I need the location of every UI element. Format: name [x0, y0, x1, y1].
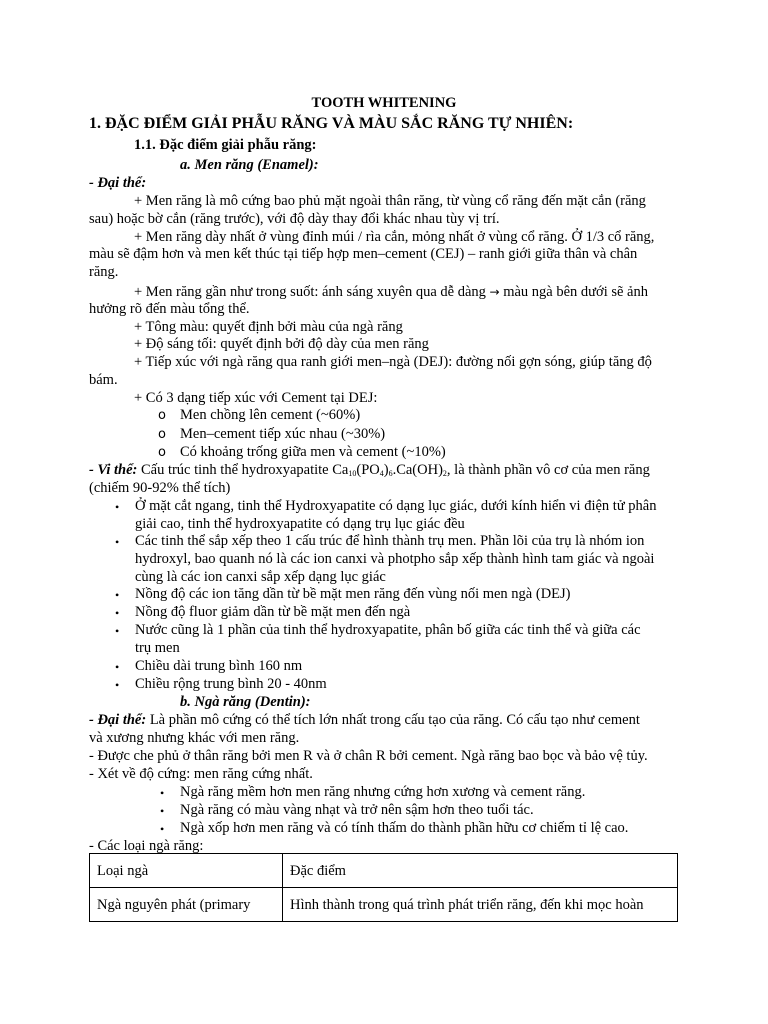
bullet-icon: •: [160, 804, 165, 818]
dentin-line-4: - Xét về độ cứng: men răng cứng nhất.: [89, 766, 313, 782]
bullet-icon: •: [115, 678, 120, 692]
table-header-cell: Loại ngà: [90, 854, 283, 888]
cement-list-item: Men–cement tiếp xúc nhau (~30%): [180, 426, 386, 442]
table-header-row: [90, 854, 678, 888]
formula-part: Cấu trúc tinh thể hydroxyapatite Ca: [137, 462, 349, 478]
circle-bullet-icon: o: [158, 427, 166, 442]
enamel-para-4: + Tông màu: quyết định bởi màu của ngà răng: [134, 319, 403, 335]
bullet-icon: •: [115, 500, 120, 514]
enamel-bullet-2-line-2: hydroxyl, bao quanh nó là các ion canxi và photpho sắp xếp thành hình tam giác và ngoài: [135, 551, 655, 567]
bullet-icon: •: [115, 606, 120, 620]
enamel-bullet-5-line-1: Nước cũng là 1 phần của tinh thể hydroxyapatite, phân bố giữa các tinh thể và giữa các: [135, 622, 641, 638]
dentin-hardness-item: Ngà xốp hơn men răng và có tính thấm do thành phần hữu cơ chiếm tỉ lệ cao.: [180, 820, 629, 836]
section-heading-1-1: 1.1. Đặc điểm giải phẫu răng:: [134, 137, 317, 153]
enamel-micro-label: - Vi thể:: [89, 462, 138, 478]
table-cell: Ngà nguyên phát (primary: [90, 888, 283, 922]
dentin-line-3: - Được che phủ ở thân răng bởi men R và ở chân R bởi cement. Ngà răng bao bọc và bảo vệ tủy.: [89, 748, 648, 764]
enamel-bullet-1-line-2: giải cao, tinh thể hydroxyapatite có dạng trụ lục giác đều: [135, 516, 465, 532]
enamel-para-5: + Độ sáng tối: quyết định bởi độ dày của men răng: [134, 336, 429, 352]
enamel-para-7: + Có 3 dạng tiếp xúc với Cement tại DEJ:: [134, 390, 378, 406]
enamel-para-6-line-1: + Tiếp xúc với ngà răng qua ranh giới men–ngà (DEJ): đường nối gợn sóng, giúp tăng độ: [134, 354, 652, 370]
bullet-icon: •: [115, 535, 120, 549]
arrow-right-icon: →: [489, 285, 500, 299]
cement-list-item: Có khoảng trống giữa men và cement (~10%): [180, 444, 446, 460]
enamel-para-1-line-2: sau) hoặc bờ cắn (răng trước), với độ dày thay đổi khác nhau tùy vị trí.: [89, 211, 500, 227]
enamel-bullet-2-line-3: cùng là các ion canxi sắp xếp dạng lục giác: [135, 569, 386, 585]
enamel-para-3-text-a: + Men răng gần như trong suốt: ánh sáng xuyên qua dễ dàng: [134, 284, 486, 300]
enamel-bullet-4: Nồng độ fluor giảm dần từ bề mặt men đến ngà: [135, 604, 411, 620]
table-cell: Hình thành trong quá trình phát triển răng, đến khi mọc hoàn: [283, 888, 678, 922]
document-title: TOOTH WHITENING: [311, 95, 457, 111]
enamel-para-3-line-2: hưởng rõ đến màu tổng thể.: [89, 301, 250, 317]
bullet-icon: •: [115, 588, 120, 602]
bullet-icon: •: [115, 660, 120, 674]
dentin-line-2: và xương nhưng khác với men răng.: [89, 730, 300, 746]
cement-list-item: Men chồng lên cement (~60%): [180, 407, 361, 423]
formula-subscript: 10: [348, 469, 357, 478]
dentin-hardness-item: Ngà răng mềm hơn men răng nhưng cứng hơn xương và cement răng.: [180, 784, 586, 800]
formula-subscript: 6: [388, 469, 393, 478]
dentin-types-table: [89, 853, 678, 922]
formula-subscript: 4: [379, 469, 384, 478]
table-header-cell: Đặc điểm: [283, 854, 678, 888]
formula-subscript: 2: [442, 469, 447, 478]
enamel-para-6-line-2: bám.: [89, 372, 118, 388]
dentin-macro-label: - Đại thể:: [89, 712, 147, 728]
enamel-para-1-line-1: + Men răng là mô cứng bao phủ mặt ngoài thân răng, từ vùng cổ răng đến mặt cắn (răng: [134, 193, 646, 209]
subsection-heading-enamel: a. Men răng (Enamel):: [180, 157, 319, 173]
enamel-bullet-2-line-1: Các tinh thể sắp xếp theo 1 cấu trúc để hình thành trụ men. Phần lõi của trụ là nhóm ion: [135, 533, 645, 549]
bullet-icon: •: [115, 624, 120, 638]
enamel-bullet-3: Nồng độ các ion tăng dần từ bề mặt men răng đến vùng nối men ngà (DEJ): [135, 586, 571, 602]
table-row: [90, 888, 678, 922]
formula-part: ): [383, 462, 389, 478]
enamel-para-2-line-1: + Men răng dày nhất ở vùng đỉnh múi / rìa cắn, mỏng nhất ở vùng cổ răng. Ở 1/3 cổ răng,: [134, 229, 655, 245]
enamel-macro-label: - Đại thể:: [89, 175, 147, 191]
circle-bullet-icon: o: [158, 408, 166, 423]
enamel-bullet-6: Chiều dài trung bình 160 nm: [135, 658, 303, 674]
section-heading-1: 1. ĐẶC ĐIỂM GIẢI PHẪU RĂNG VÀ MÀU SẮC RĂNG TỰ NHIÊN:: [89, 115, 574, 132]
formula-part: (PO: [356, 462, 380, 478]
enamel-para-2-line-2: màu sẽ đậm hơn và men kết thúc tại tiếp hợp men–cement (CEJ) – ranh giới giữa thân và chân: [89, 246, 638, 262]
formula-part: , là thành phần vô cơ của men răng: [446, 462, 650, 478]
enamel-para-3-text-b: màu ngà bên dưới sẽ ảnh: [503, 284, 648, 300]
enamel-bullet-1-line-1: Ở mặt cắt ngang, tinh thể Hydroxyapatite có dạng lục giác, dưới kính hiển vi điện tử phân: [135, 498, 657, 514]
enamel-micro-line-2: (chiếm 90-92% thể tích): [89, 480, 231, 496]
enamel-para-3-line-1: [134, 283, 648, 301]
bullet-icon: •: [160, 786, 165, 800]
formula-part: .Ca(OH): [392, 462, 443, 478]
dentin-line-1: [89, 711, 640, 729]
enamel-bullet-7: Chiều rộng trung bình 20 - 40nm: [135, 676, 327, 692]
dentin-hardness-item: Ngà răng có màu vàng nhạt và trở nên sậm hơn theo tuổi tác.: [180, 802, 534, 818]
bullet-icon: •: [160, 822, 165, 836]
dentin-types-intro: - Các loại ngà răng:: [89, 838, 204, 854]
enamel-micro-line-1: [89, 461, 650, 479]
circle-bullet-icon: o: [158, 445, 166, 460]
subsection-heading-dentin: b. Ngà răng (Dentin):: [180, 694, 311, 710]
dentin-line-1-text: Là phần mô cứng có thể tích lớn nhất trong cấu tạo của răng. Có cấu tạo như cement: [146, 712, 640, 728]
enamel-bullet-5-line-2: trụ men: [135, 640, 180, 656]
enamel-para-2-line-3: răng.: [89, 264, 119, 280]
